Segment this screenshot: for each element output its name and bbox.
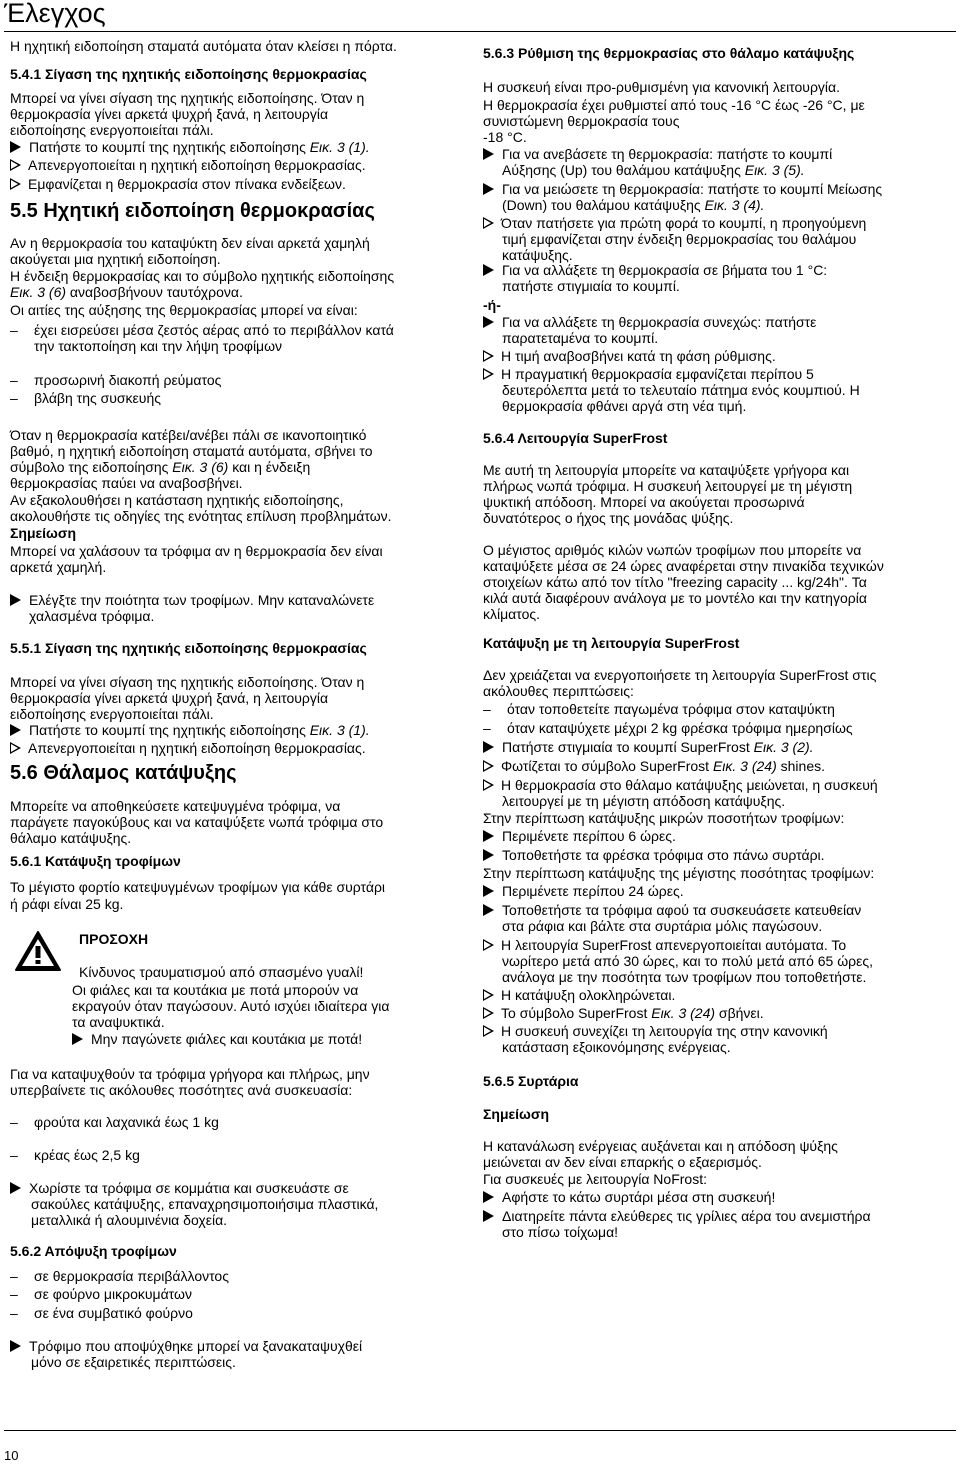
warning-text: Κίνδυνος τραυματισμού από σπασμένο γυαλί!	[79, 964, 364, 980]
step-arrow-icon	[483, 183, 494, 195]
paragraph: δυνατότερος ο ήχος της μονάδας ψύξης.	[483, 510, 734, 526]
subheading: Κατάψυξη με τη λειτουργία SuperFrost	[483, 635, 740, 651]
step-cont: μόνο σε εξαιρετικές περιπτώσεις.	[31, 1354, 236, 1370]
warning-title: ΠΡΟΣΟΧΗ	[79, 931, 149, 947]
paragraph: υπερβαίνετε τις ακόλουθες ποσότητες ανά συσκευασία:	[10, 1082, 353, 1098]
warning-text: Οι φιάλες και τα κουτάκια με ποτά μπορούν να	[72, 982, 359, 998]
step-cont: παρατεταμένα το κουμπί.	[502, 330, 659, 346]
result-triangle-icon	[483, 217, 494, 229]
result-triangle-icon	[10, 178, 21, 190]
paragraph: Η ηχητική ειδοποίηση σταματά αυτόματα όταν κλείσει η πόρτα.	[10, 38, 397, 54]
result-triangle-icon	[10, 159, 21, 171]
result: Η κατάψυξη ολοκληρώνεται.	[483, 987, 675, 1003]
step-cont: χαλασμένα τρόφιμα.	[29, 608, 155, 624]
paragraph: Για συσκευές με λειτουργία NoFrost:	[483, 1171, 707, 1187]
paragraph: Στην περίπτωση κατάψυξης μικρών ποσοτήτων τροφίμων:	[483, 810, 845, 826]
step: Πατήστε στιγμιαία το κουμπί SuperFrost Εικ. 3 (2).	[483, 739, 814, 755]
list-item-cont: την τακτοποίηση και την λήψη τροφίμων	[34, 338, 283, 354]
step: Τοποθετήστε τα τρόφιμα αφού τα συσκευάσετε κατευθείαν	[483, 902, 861, 918]
step-cont: Αύξησης (Up) του θαλάμου κατάψυξης Εικ. 3 (5).	[502, 162, 805, 178]
paragraph: βαθμό, η ηχητική ειδοποίηση σταματά αυτόματα, σβήνει το	[10, 443, 373, 459]
result: Φωτίζεται το σύμβολο SuperFrost Εικ. 3 (24) shines.	[483, 758, 825, 774]
paragraph: σύμβολο της ειδοποίησης Εικ. 3 (6) και η ένδειξη	[10, 459, 311, 475]
header-rule	[4, 31, 956, 32]
step: Πατήστε το κουμπί της ηχητικής ειδοποίησης Εικ. 3 (1).	[10, 139, 370, 155]
step-arrow-icon	[72, 1033, 83, 1045]
step: Χωρίστε τα τρόφιμα σε κομμάτια και συσκευάστε σε	[10, 1180, 349, 1196]
warning-text: εκραγούν όταν παγώσουν. Αυτό ισχύει ιδιαίτερα για	[72, 998, 390, 1014]
result-cont: κατάψυξης.	[502, 247, 573, 263]
paragraph: θερμοκρασίας παύει να αναβοσβήνει.	[10, 475, 243, 491]
paragraph: ψυκτική απόδοση. Μπορεί να ακούγεται προσωρινά	[483, 494, 805, 510]
step-arrow-icon	[483, 830, 494, 842]
paragraph: Δεν χρειάζεται να ενεργοποιήσετε τη λειτουργία SuperFrost στις	[483, 667, 877, 683]
list-item: – σε ένα συμβατικό φούρνο	[10, 1305, 193, 1321]
result: Απενεργοποιείται η ηχητική ειδοποίηση θερμοκρασίας.	[10, 740, 366, 756]
step-arrow-icon	[483, 1210, 494, 1222]
result-triangle-icon	[483, 779, 494, 791]
paragraph: πλήρως νωπά τρόφιμα. Η συσκευή λειτουργεί με τη μέγιστη	[483, 478, 853, 494]
paragraph: Στην περίπτωση κατάψυξης της μέγιστης ποσότητας τροφίμων:	[483, 865, 875, 881]
step-cont: στο πίσω τοίχωμα!	[502, 1224, 619, 1240]
paragraph: Για να καταψυχθούν τα τρόφιμα γρήγορα και πλήρως, μην	[10, 1066, 370, 1082]
paragraph: Η συσκευή είναι προ-ρυθμισμένη για κανονική λειτουργία.	[483, 79, 841, 95]
paragraph: συνιστώμενη θερμοκρασία τους	[483, 113, 680, 129]
paragraph: Η θερμοκρασία έχει ρυθμιστεί από τους -16 °C έως -26 °C, με	[483, 97, 865, 113]
result-cont: ανάλογα με την ποσότητα των τροφίμων που τοποθετήστε.	[502, 969, 867, 985]
result: Εμφανίζεται η θερμοκρασία στον πίνακα ενδείξεων.	[10, 176, 346, 192]
list-item: – βλάβη της συσκευής	[10, 390, 161, 406]
paragraph: στοιχείων κάτω από τον τίτλο "freezing capacity ... kg/24h". Τα	[483, 574, 867, 590]
step: Αφήστε το κάτω συρτάρι μέσα στη συσκευή!	[483, 1189, 775, 1205]
step-cont: πατήστε στιγμιαία το κουμπί.	[502, 278, 680, 294]
paragraph: Η κατανάλωση ενέργειας αυξάνεται και η απόδοση ψύξης	[483, 1138, 838, 1154]
paragraph: Αν εξακολουθήσει η κατάσταση ηχητικής ειδοποίησης,	[10, 492, 344, 508]
result-triangle-icon	[483, 1025, 494, 1037]
paragraph: ή ράφι είναι 25 kg.	[10, 896, 124, 912]
warning-icon	[14, 930, 62, 972]
paragraph: Με αυτή τη λειτουργία μπορείτε να καταψύξετε γρήγορα και	[483, 462, 850, 478]
result: Η τιμή αναβοσβήνει κατά τη φάση ρύθμισης.	[483, 348, 776, 364]
paragraph: κιλά αυτά διαφέρουν ανάλογα με το μοντέλο και την κατηγορία	[483, 590, 867, 606]
paragraph: ειδοποίησης ενεργοποιείται πάλι.	[10, 706, 214, 722]
heading-5-5: 5.5 Ηχητική ειδοποίηση θερμοκρασίας	[10, 200, 375, 222]
result: Η πραγματική θερμοκρασία εμφανίζεται περίπου 5	[483, 366, 814, 382]
step-arrow-icon	[483, 741, 494, 753]
step-arrow-icon	[483, 904, 494, 916]
step: Για να αλλάξετε τη θερμοκρασία σε βήματα του 1 °C:	[483, 262, 827, 278]
paragraph: Η ένδειξη θερμοκρασίας και το σύμβολο ηχητικής ειδοποίησης	[10, 268, 395, 284]
paragraph: ακολουθήστε τις οδηγίες της ενότητας επίλυση προβλημάτων.	[10, 508, 392, 524]
result-cont: δευτερόλεπτα μετά το τελευταίο πάτημα ενός κουμπιού. Η	[502, 382, 860, 398]
paragraph: Το μέγιστο φορτίο κατεψυγμένων τροφίμων για κάθε συρτάρι	[10, 879, 386, 895]
result: Όταν πατήσετε για πρώτη φορά το κουμπί, η προηγούμενη	[483, 215, 866, 231]
paragraph: ειδοποίησης ενεργοποιείται πάλι.	[10, 122, 214, 138]
heading-5-6-1: 5.6.1 Κατάψυξη τροφίμων	[10, 853, 181, 869]
result-triangle-icon	[483, 350, 494, 362]
result-cont: τιμή εμφανίζεται στην ένδειξη θερμοκρασίας του θαλάμου	[502, 231, 857, 247]
result-triangle-icon	[483, 1007, 494, 1019]
step-arrow-icon	[10, 724, 21, 736]
footer-rule	[4, 1430, 956, 1431]
note-label: Σημείωση	[10, 525, 77, 541]
paragraph: -18 °C.	[483, 129, 527, 145]
list-item: – σε θερμοκρασία περιβάλλοντος	[10, 1268, 229, 1284]
paragraph: θερμοκρασία γίνει αρκετά ψυχρή ξανά, η λειτουργία	[10, 690, 329, 706]
step: Περιμένετε περίπου 24 ώρες.	[483, 883, 684, 899]
list-item: – προσωρινή διακοπή ρεύματος	[10, 372, 222, 388]
paragraph: παράγετε παγοκύβους και να καταψύξετε νωπά τρόφιμα στο	[10, 814, 384, 830]
step: Ελέγξτε την ποιότητα των τροφίμων. Μην καταναλώνετε	[10, 592, 374, 608]
step-arrow-icon	[10, 594, 21, 606]
paragraph: μειώνεται αν δεν είναι επαρκής ο εξαερισμός.	[483, 1154, 762, 1170]
note-label: Σημείωση	[483, 1106, 550, 1122]
step: Πατήστε το κουμπί της ηχητικής ειδοποίησης Εικ. 3 (1).	[10, 722, 370, 738]
result-cont: νωρίτερο μετά από 30 ώρες, και το πολύ μετά από 65 ώρες,	[502, 953, 873, 969]
step-arrow-icon	[483, 1191, 494, 1203]
step: Για να ανεβάσετε τη θερμοκρασία: πατήστε το κουμπί	[483, 146, 832, 162]
list-item: – φρούτα και λαχανικά έως 1 kg	[10, 1114, 219, 1130]
step-arrow-icon	[483, 316, 494, 328]
warning-text: τα αναψυκτικά.	[72, 1014, 165, 1030]
heading-5-6-2: 5.6.2 Απόψυξη τροφίμων	[10, 1243, 177, 1259]
heading-5-6: 5.6 Θάλαμος κατάψυξης	[10, 762, 237, 784]
page-title: Έλεγχος	[4, 0, 106, 28]
result-triangle-icon	[483, 368, 494, 380]
result-triangle-icon	[483, 989, 494, 1001]
paragraph: Ο μέγιστος αριθμός κιλών νωπών τροφίμων που μπορείτε να	[483, 542, 862, 558]
paragraph: Μπορεί να χαλάσουν τα τρόφιμα αν η θερμοκρασία δεν είναι	[10, 543, 383, 559]
result: Η θερμοκρασία στο θάλαμο κατάψυξης μειώνεται, η συσκευή	[483, 777, 878, 793]
step-cont: σακούλες κατάψυξης, επαναχρησιμοποιήσιμα πλαστικά,	[31, 1196, 379, 1212]
step-arrow-icon	[10, 1182, 21, 1194]
step: Περιμένετε περίπου 6 ώρες.	[483, 828, 676, 844]
step-arrow-icon	[483, 885, 494, 897]
paragraph: αρκετά χαμηλή.	[10, 559, 107, 575]
paragraph: Οι αιτίες της αύξησης της θερμοκρασίας μπορεί να είναι:	[10, 302, 358, 318]
result-triangle-icon	[10, 742, 21, 754]
heading-5-6-3: 5.6.3 Ρύθμιση της θερμοκρασίας στο θάλαμο κατάψυξης	[483, 45, 855, 61]
paragraph: κλίματος.	[483, 606, 541, 622]
paragraph: Όταν η θερμοκρασία κατέβει/ανέβει πάλι σε ικανοποιητικό	[10, 427, 367, 443]
paragraph: ακόλουθες περιπτώσεις:	[483, 683, 634, 699]
list-item: – όταν τοποθετείτε παγωμένα τρόφιμα στον καταψύκτη	[483, 701, 835, 717]
step-arrow-icon	[10, 1340, 21, 1352]
result: Η λειτουργία SuperFrost απενεργοποιείται αυτόματα. Το	[483, 937, 846, 953]
paragraph: θάλαμο κατάψυξης.	[10, 830, 132, 846]
result-triangle-icon	[483, 939, 494, 951]
paragraph: Μπορεί να γίνει σίγαση της ηχητικής ειδοποίησης. Όταν η	[10, 90, 365, 106]
step: Για να αλλάξετε τη θερμοκρασία συνεχώς: πατήστε	[483, 314, 816, 330]
result-cont: κατάσταση εξοικονόμησης ενέργειας.	[502, 1039, 731, 1055]
step-arrow-icon	[483, 148, 494, 160]
heading-5-4-1: 5.4.1 Σίγαση της ηχητικής ειδοποίησης θερμοκρασίας	[10, 66, 367, 82]
step: Τρόφιμο που αποψύχθηκε μπορεί να ξανακαταψυχθεί	[10, 1338, 362, 1354]
step-cont: στα ράφια και βάλτε στα συρτάρια μόλις παγώσουν.	[502, 918, 823, 934]
result-cont: λειτουργεί με τη μέγιστη απόδοση κατάψυξης.	[502, 793, 786, 809]
or-separator: -ή-	[483, 297, 501, 313]
result: Απενεργοποιείται η ηχητική ειδοποίηση θερμοκρασίας.	[10, 157, 366, 173]
paragraph: Αν η θερμοκρασία του καταψύκτη δεν είναι αρκετά χαμηλή	[10, 235, 370, 251]
list-item: – κρέας έως 2,5 kg	[10, 1147, 140, 1163]
step: Τοποθετήστε τα φρέσκα τρόφιμα στο πάνω συρτάρι.	[483, 847, 825, 863]
step-cont: μεταλλικά ή αλουμινένια δοχεία.	[31, 1212, 228, 1228]
step-arrow-icon	[10, 141, 21, 153]
result: Το σύμβολο SuperFrost Εικ. 3 (24) σβήνει.	[483, 1005, 764, 1021]
list-item: – σε φούρνο μικροκυμάτων	[10, 1286, 192, 1302]
step-cont: (Down) του θαλάμου κατάψυξης Εικ. 3 (4).	[502, 197, 765, 213]
result: Η συσκευή συνεχίζει τη λειτουργία της στην κανονική	[483, 1023, 828, 1039]
warning-step: Μην παγώνετε φιάλες και κουτάκια με ποτά!	[72, 1031, 362, 1047]
result-cont: θερμοκρασία φθάνει αργά στη νέα τιμή.	[502, 398, 747, 414]
step: Για να μειώσετε τη θερμοκρασία: πατήστε το κουμπί Μείωσης	[483, 181, 882, 197]
list-item: – όταν καταψύχετε μέχρι 2 kg φρέσκα τρόφιμα ημερησίως	[483, 720, 853, 736]
paragraph: καταψύξετε μέσα σε 24 ώρες αναφέρεται στην πινακίδα τεχνικών	[483, 558, 884, 574]
heading-5-6-5: 5.6.5 Συρτάρια	[483, 1073, 579, 1089]
paragraph: Εικ. 3 (6) αναβοσβήνουν ταυτόχρονα.	[10, 284, 243, 300]
step-arrow-icon	[483, 264, 494, 276]
step-arrow-icon	[483, 849, 494, 861]
heading-5-6-4: 5.6.4 Λειτουργία SuperFrost	[483, 430, 668, 446]
paragraph: Μπορείτε να αποθηκεύσετε κατεψυγμένα τρόφιμα, να	[10, 798, 341, 814]
list-item: – έχει εισρεύσει μέσα ζεστός αέρας από το περιβάλλον κατά	[10, 322, 394, 338]
paragraph: θερμοκρασία γίνει αρκετά ψυχρή ξανά, η λειτουργία	[10, 106, 329, 122]
paragraph: ακούγεται μια ηχητική ειδοποίηση.	[10, 251, 221, 267]
step: Διατηρείτε πάντα ελεύθερες τις γρίλιες αέρα του ανεμιστήρα	[483, 1208, 871, 1224]
heading-5-5-1: 5.5.1 Σίγαση της ηχητικής ειδοποίησης θερμοκρασίας	[10, 640, 367, 656]
result-triangle-icon	[483, 760, 494, 772]
page-number: 10	[4, 1448, 19, 1463]
paragraph: Μπορεί να γίνει σίγαση της ηχητικής ειδοποίησης. Όταν η	[10, 674, 365, 690]
